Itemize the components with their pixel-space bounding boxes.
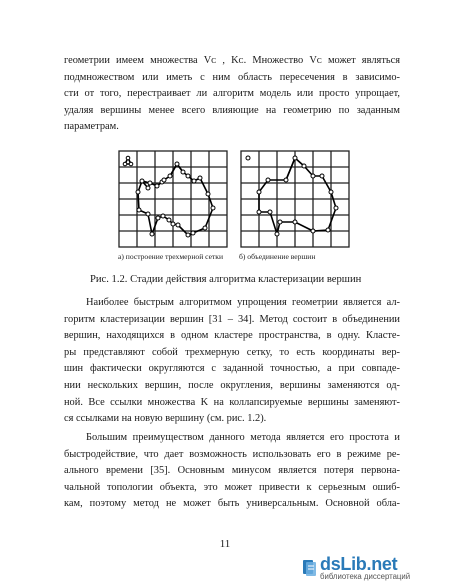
- text-line: чальной топологии объекта, это может привести к серьезным ошиб-: [64, 481, 400, 493]
- watermark-subtitle: библиотека диссертаций: [320, 572, 411, 581]
- dslib-logo-icon: [302, 558, 318, 578]
- text-line: сти от того, перестраивает ли алгоритм модель или просто упрощает,: [64, 88, 400, 100]
- figure-panel-a-caption: а) построение трехмерной сетки: [118, 252, 224, 261]
- watermark-brand: dsLib.net: [320, 554, 398, 574]
- text-line: параметрам.: [64, 121, 119, 133]
- figure-panel-b-caption: б) объединение вершин: [239, 252, 316, 261]
- text-line: шин фактически округляются с заданной точностью, а при совпаде-: [64, 363, 400, 375]
- paragraph-advantages: [64, 430, 400, 513]
- text-line: ной. Все ссылки множества K на коллапсируемые вершины заменяют-: [64, 396, 400, 408]
- paragraph-sets-description: [64, 53, 400, 136]
- text-line: ры представляют собой трехмерную сетку, то есть координаты вер-: [64, 346, 400, 358]
- text-line: Большим преимуществом данного метода является его простота и: [86, 432, 400, 443]
- text-line: ся ссылками на новую вершину (см. рис. 1.2).: [64, 413, 267, 425]
- text-line: ального времени [35]. Основным минусом является потеря первона-: [64, 465, 400, 477]
- figure-vertex-clustering: [116, 150, 356, 250]
- text-line: нии нескольких вершин, после округления, вершины заменяются од-: [64, 379, 400, 391]
- text-line: кам, поэтому метод не может быть универсальным. Основной обла-: [64, 498, 400, 510]
- panel-b-merged-vertices: [240, 150, 350, 248]
- panel-a-grid-mesh: [118, 150, 228, 248]
- text-line: вершин, находящихся в одном кластере пространства, в одну. Класте-: [64, 330, 400, 342]
- text-line: геометрии имеем множества Vᴄ , Kᴄ. Множество Vᴄ может являться: [64, 55, 400, 66]
- watermark[interactable]: [302, 556, 448, 582]
- text-line: подмножеством или иметь с ним область пересечения в зависимо-: [64, 71, 400, 83]
- text-line: горитм кластеризации вершин [31 – 34]. Метод состоит в объединении: [64, 313, 400, 325]
- text-line: удаляя вершины менее всего влияющие на геометрию по заданным: [64, 104, 400, 116]
- figure-caption: Рис. 1.2. Стадии действия алгоритма кластеризации вершин: [90, 274, 362, 285]
- page-number: 11: [219, 538, 231, 550]
- text-line: Наиболее быстрым алгоритмом упрощения геометрии является ал-: [86, 297, 400, 308]
- text-line: быстродействие, что дает возможность использовать его в режиме ре-: [64, 448, 400, 460]
- paragraph-clustering-method: [64, 295, 400, 428]
